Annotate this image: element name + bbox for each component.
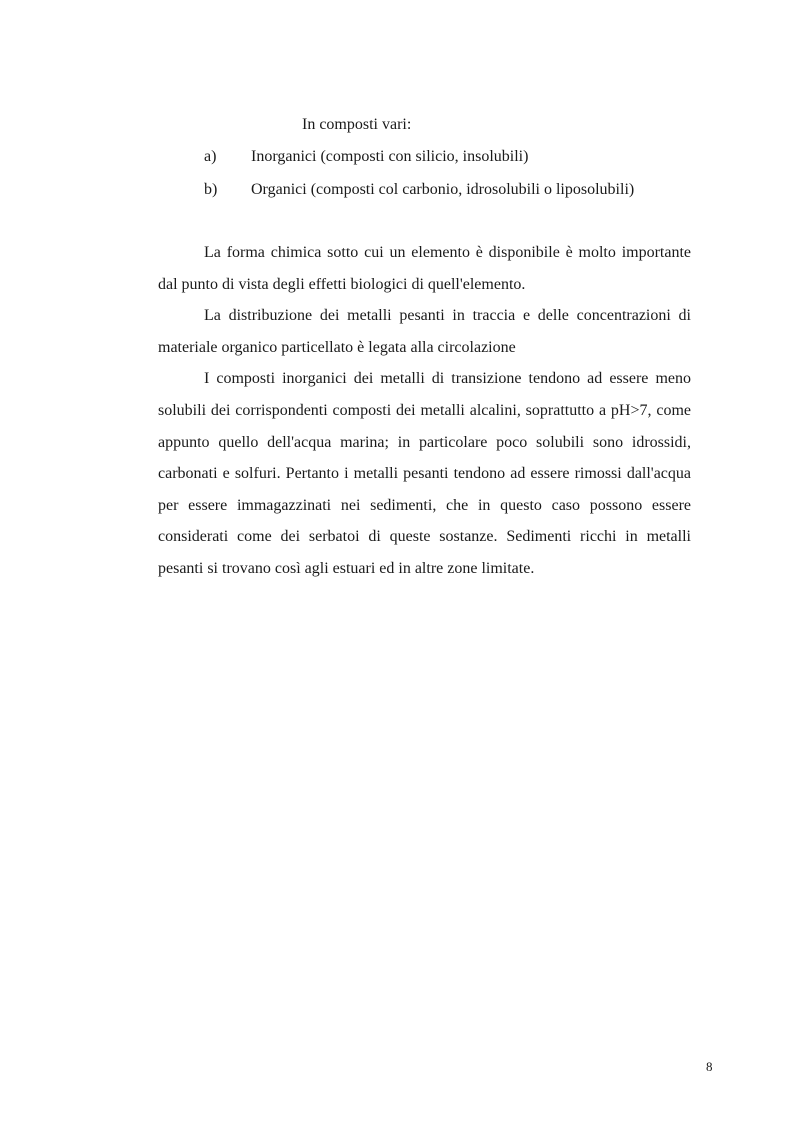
paragraph-chemical-form: La forma chimica sotto cui un elemento è disponibile è molto importante dal punto di vista degli effetti biologici di quell'elemento.: [158, 244, 691, 293]
page-number: 8: [706, 1059, 713, 1074]
list-item-a: [204, 146, 528, 168]
list-marker: a): [204, 148, 217, 165]
list-intro: In composti vari:: [302, 116, 412, 133]
list-marker: b): [204, 181, 218, 198]
list-item-text: Organici (composti col carbonio, idrosolubili o liposolubili): [251, 181, 635, 198]
paragraph-distribution: La distribuzione dei metalli pesanti in traccia e delle concentrazioni di materiale organico particellato è legata alla circolazione: [158, 307, 691, 356]
list-item-b: [204, 179, 634, 201]
body-text: [158, 237, 691, 585]
list-item-text: Inorganici (composti con silicio, insolubili): [251, 148, 529, 165]
paragraph-inorganic-compounds: I composti inorganici dei metalli di transizione tendono ad essere meno solubili dei corrispondenti composti dei metalli alcalini, soprattutto a pH>7, come appunto quello dell'acqua marina; in particolare poco solubili sono idrossidi, carbonati e solfuri. Pertanto i metalli pesanti tendono ad essere rimossi dall'acqua per essere immagazzinati nei sedimenti, che in questo caso possono essere considerati come dei serbatoi di queste sostanze. Sedimenti ricchi in metalli pesanti si trovano così agli estuari ed in altre zone limitate.: [158, 370, 691, 577]
